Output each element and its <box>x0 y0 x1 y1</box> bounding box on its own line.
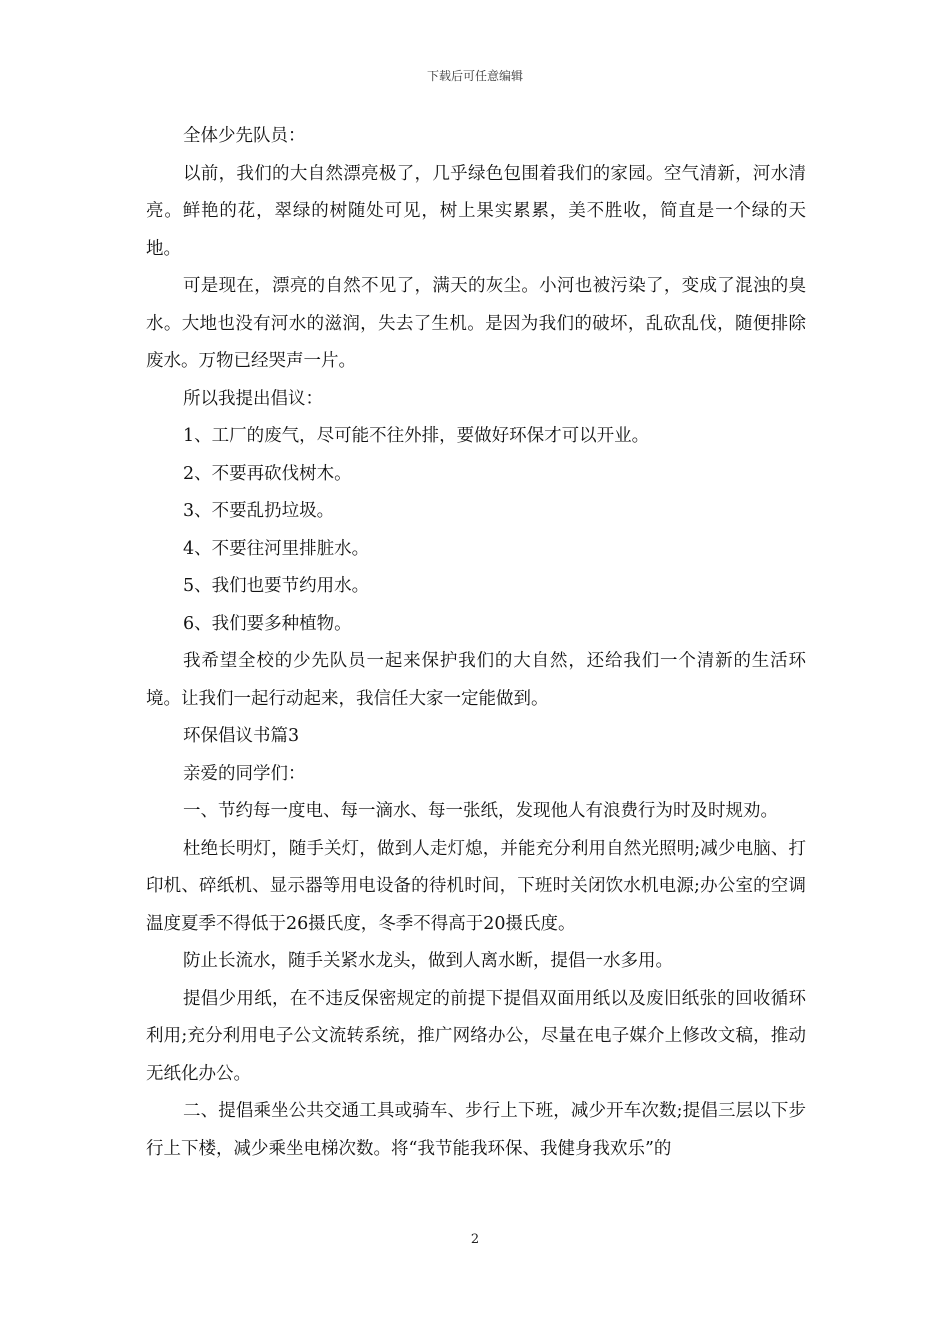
paragraph: 以前，我们的大自然漂亮极了，几乎绿色包围着我们的家园。空气清新，河水清亮。鲜艳的花，翠绿的树随处可见，树上果实累累，美不胜收，简直是一个绿的天地。 <box>146 163 806 259</box>
list-item: 2、不要再砍伐树木。 <box>183 463 352 484</box>
paragraph: 提倡少用纸，在不违反保密规定的前提下提倡双面用纸以及废旧纸张的回收循环利用;充分利用电子公文流转系统，推广网络办公，尽量在电子媒介上修改文稿，推动无纸化办公。 <box>146 988 806 1084</box>
paragraph: 杜绝长明灯，随手关灯，做到人走灯熄，并能充分利用自然光照明;减少电脑、打印机、碎纸机、显示器等用电设备的待机时间，下班时关闭饮水机电源;办公室的空调温度夏季不得低于26摄氏度，冬季不得高于20摄氏度。 <box>146 838 806 934</box>
salutation: 全体少先队员： <box>183 126 306 146</box>
list-item: 5、我们也要节约用水。 <box>183 576 370 596</box>
list-item: 6、我们要多种植物。 <box>183 613 352 634</box>
paragraph: 我希望全校的少先队员一起来保护我们的大自然，还给我们一个清新的生活环境。让我们一起行动起来，我信任大家一定能做到。 <box>146 651 806 709</box>
list-item: 4、不要往河里排脏水。 <box>183 538 370 559</box>
list-item: 3、不要乱扔垃圾。 <box>183 501 335 521</box>
paragraph: 一、节约每一度电、每一滴水、每一张纸，发现他人有浪费行为时及时规劝。 <box>183 801 778 821</box>
salutation: 亲爱的同学们： <box>183 763 306 784</box>
section-title: 环保倡议书篇3 <box>183 726 300 746</box>
paragraph: 所以我提出倡议： <box>183 388 323 409</box>
document-body <box>146 118 806 1168</box>
paragraph: 防止长流水，随手关紧水龙头，做到人离水断，提倡一水多用。 <box>183 951 673 971</box>
page-number: 2 <box>470 1232 480 1247</box>
paragraph: 可是现在，漂亮的自然不见了，满天的灰尘。小河也被污染了，变成了混浊的臭水。大地也没有河水的滋润，失去了生机。是因为我们的破坏，乱砍乱伐，随便排除废水。万物已经哭声一片。 <box>146 276 806 371</box>
list-item: 1、工厂的废气，尽可能不往外排，要做好环保才可以开业。 <box>183 426 650 446</box>
page-header: 下载后可任意编辑 <box>426 69 523 83</box>
paragraph: 二、提倡乘坐公共交通工具或骑车、步行上下班，减少开车次数;提倡三层以下步行上下楼，减少乘坐电梯次数。将“我节能我环保、我健身我欢乐”的 <box>146 1101 806 1159</box>
